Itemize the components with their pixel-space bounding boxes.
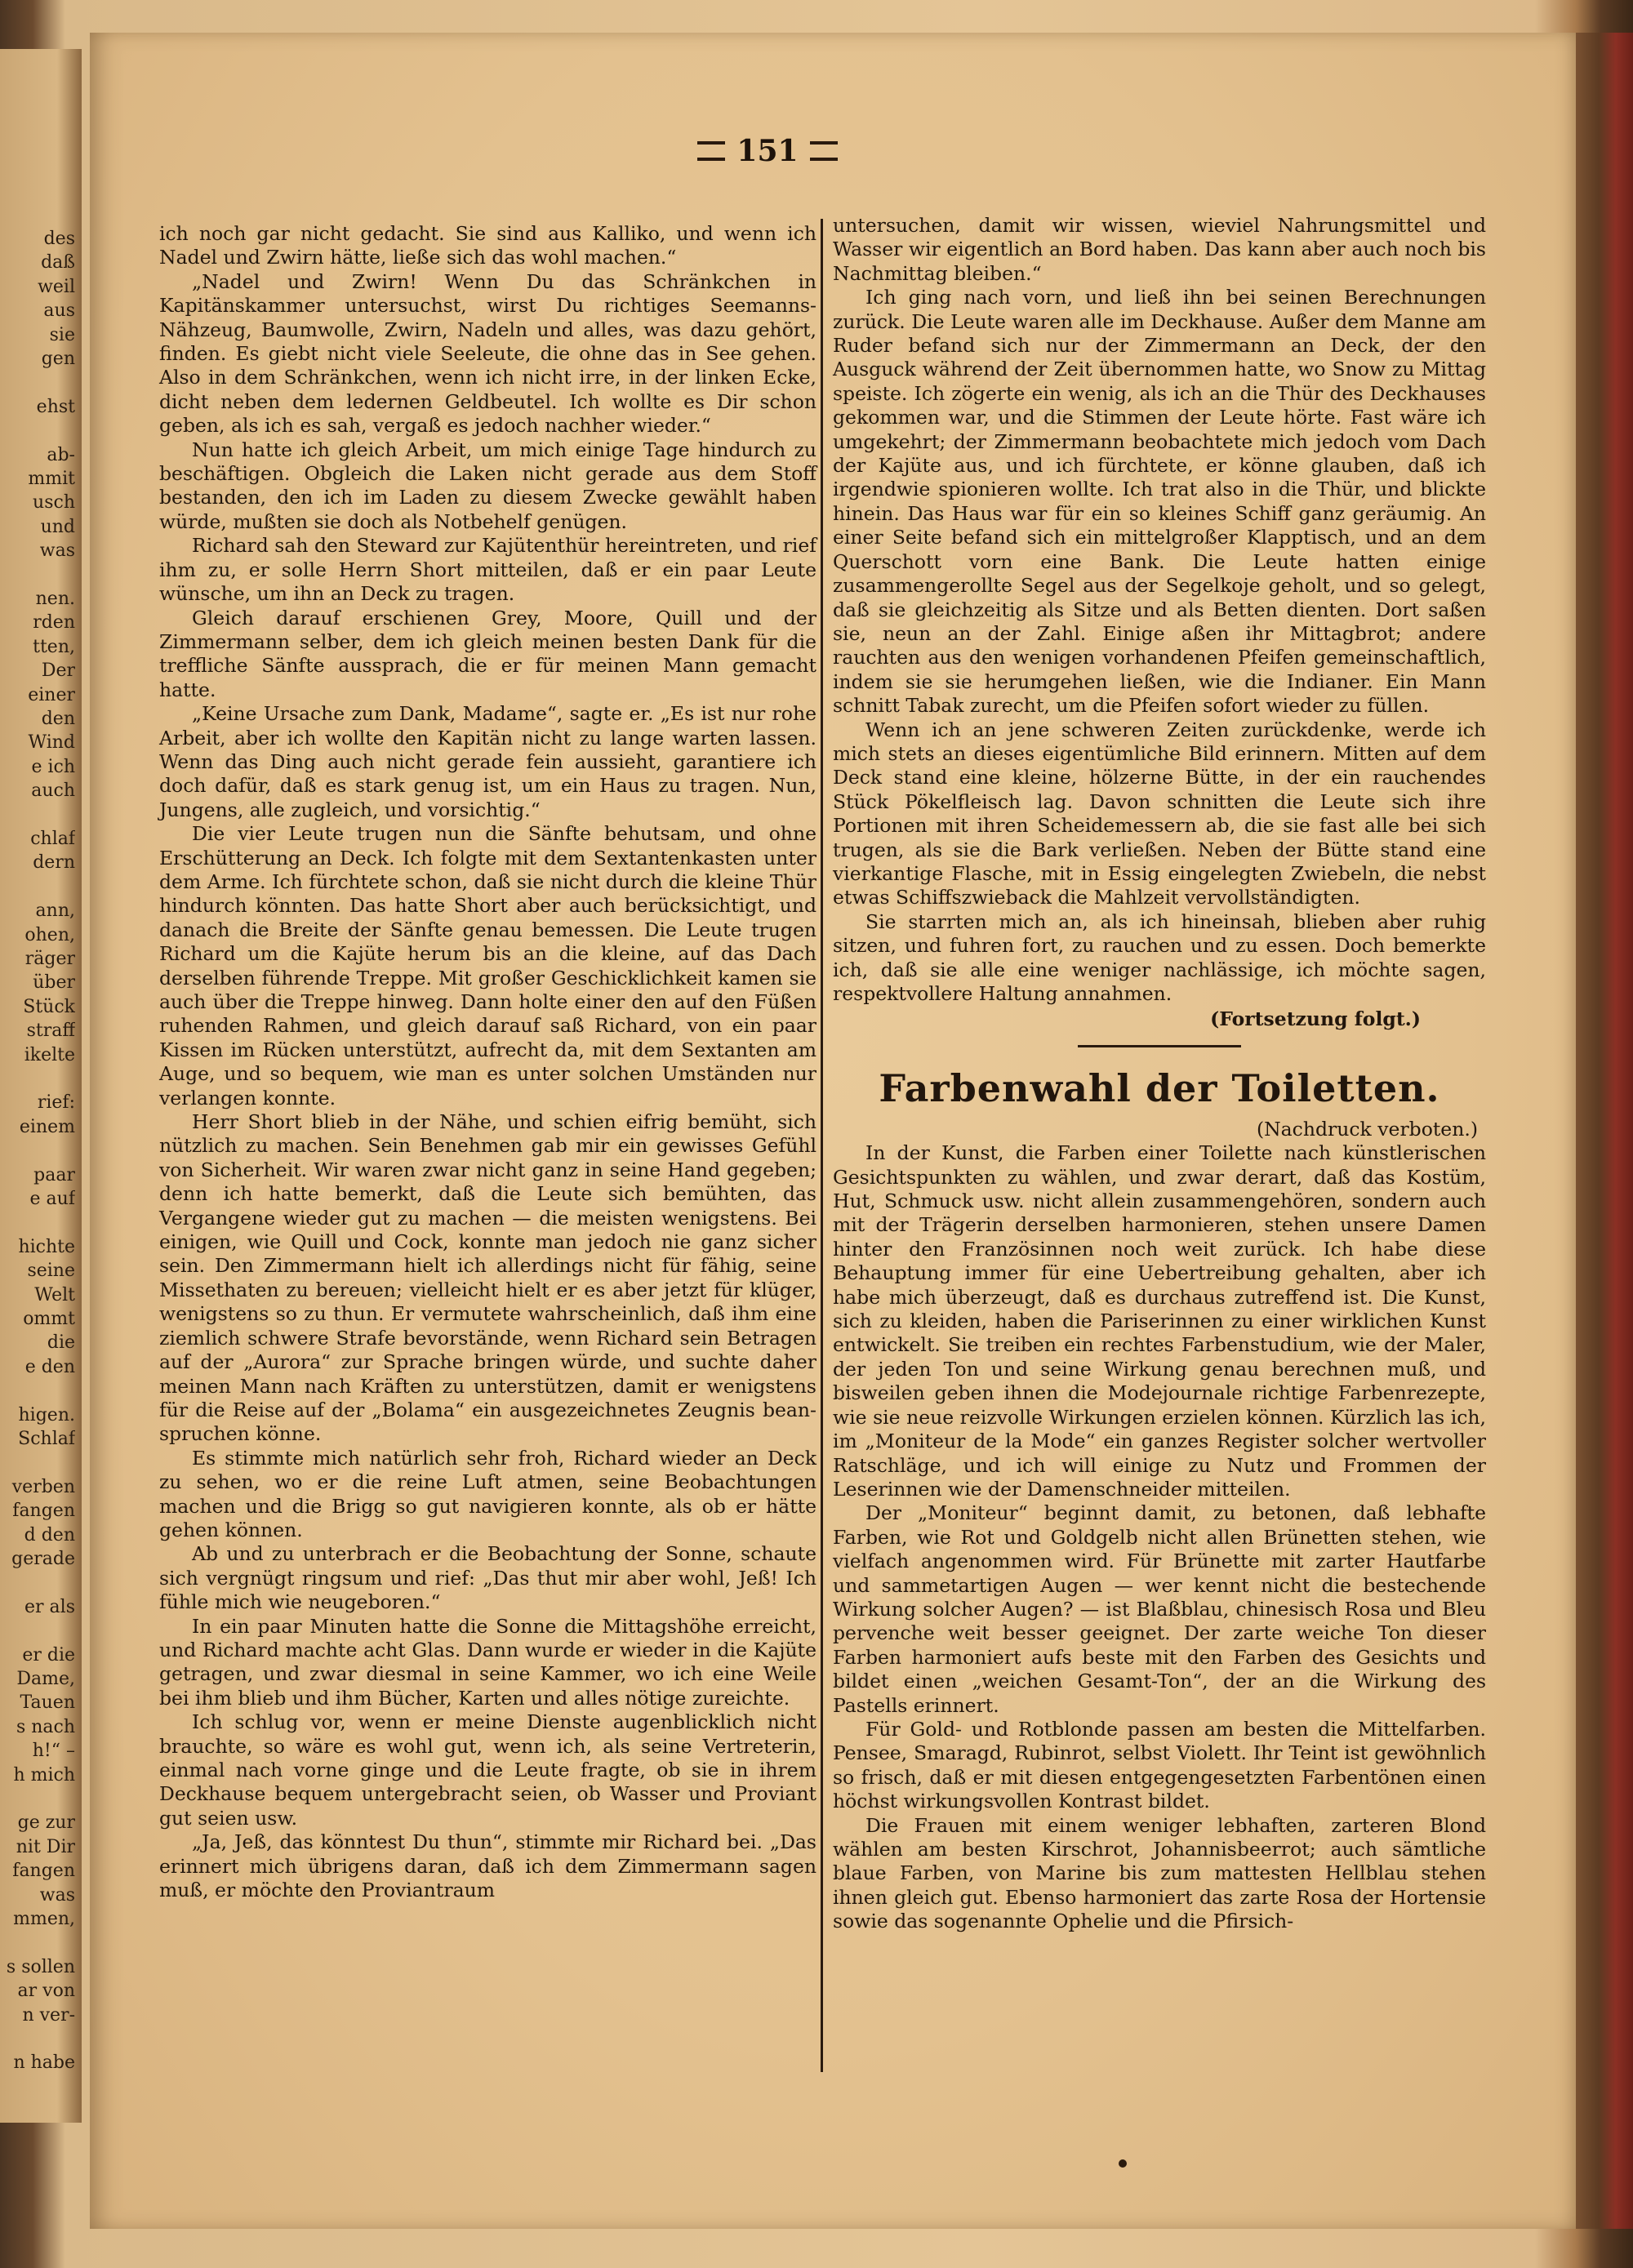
left-page-fragment: h!“ – xyxy=(32,1741,75,1762)
ornament-right-icon xyxy=(810,141,838,161)
left-page-fragment: ikelte xyxy=(24,1044,75,1065)
left-page-fragment: ab- xyxy=(47,444,75,465)
left-page-fragment: Wind xyxy=(28,732,75,754)
paragraph: Für Gold- und Rotblonde passen am besten die Mittelfarben. Pensee, Smaragd, Rubinrot, selbst Violett. Ihr Teint ist gewöhnlich so frisch, daß er mit diesen entgegengesetzten Farbentönen einen höchst wirkungsvollen Kontrast bildet. xyxy=(833,1717,1486,1813)
left-page-fragment: daß xyxy=(41,252,75,273)
left-page-fragment: h mich xyxy=(13,1764,75,1785)
left-page-fragment: rief: xyxy=(37,1092,75,1114)
left-page-fragment: über xyxy=(33,972,75,994)
paragraph: Sie starrten mich an, als ich hineinsah, blieben aber ruhig sitzen, und fuhren fort, zu rauchen und zu essen. Doch bemerkte ich, daß sie alle eine weniger nachlässige, ich möchte sagen, respektvollere Haltung annahmen. xyxy=(833,909,1486,1005)
left-page-fragment: e auf xyxy=(29,1189,75,1209)
paragraph: Nun hatte ich gleich Arbeit, um mich einige Tage hindurch zu beschäftigen. Obgleich die Laken nicht gerade aus dem Stoff bestanden, den ich im Laden zu diesem Zwecke gewählt haben würde, mußten sie doch als Notbehelf genügen. xyxy=(159,438,816,533)
page-number-header xyxy=(645,131,890,171)
paragraph: Ab und zu unterbrach er die Beobachtung der Sonne, schaute sich vergnügt ringsum und rief: „Das thut mir aber wohl, Jeß! Ich fühle mich wie neugeboren.“ xyxy=(159,1542,816,1614)
left-page-fragment: Schlaf xyxy=(18,1429,75,1449)
left-page-fragment: weil xyxy=(38,276,75,297)
left-page-fragment: higen. xyxy=(18,1404,75,1425)
left-page-fragment: einem xyxy=(19,1116,75,1137)
left-page-fragment: gerade xyxy=(11,1549,75,1569)
left-page-fragment: nen. xyxy=(35,589,75,609)
left-page-fragment: tten, xyxy=(33,636,75,657)
continuation-note: (Fortsetzung folgt.) xyxy=(1210,1007,1421,1031)
story-continuation xyxy=(833,214,1486,1006)
article-body xyxy=(833,1141,1486,1933)
left-page-fragment: er als xyxy=(24,1596,75,1617)
left-page-fragment: s nach xyxy=(16,1716,75,1737)
paragraph: Gleich darauf erschienen Grey, Moore, Quill und der Zimmermann selber, dem ich gleich meinen besten Dank für die treffliche Sänfte aussprach, die er für meinen Mann gemacht hatte. xyxy=(159,606,816,701)
left-page-fragment: verben xyxy=(11,1476,75,1497)
paragraph: „Nadel und Zwirn! Wenn Du das Schränkchen in Kapitänskammer untersuchst, wirst Du richtiges Seemanns-Nähzeug, Baumwolle, Zwirn, Nadeln und alles, was dazu gehört, finden. Es giebt nicht viele Seeleute, die ohne das in See gehen. Also in dem Schränkchen, wenn ich nicht irre, in der linken Ecke, dicht neben dem ledernen Geldbeutel. Ich wollte es Dir schon geben, als ich es sah, vergaß es jedoch nachher wieder.“ xyxy=(159,269,816,438)
paragraph: In ein paar Minuten hatte die Sonne die Mittagshöhe erreicht, und Richard machte acht Glas. Dann wurde er wieder in die Kajüte getragen, und zwar diesmal in seine Kammer, wo ich eine Weile bei ihm blieb und ihm Bücher, Karten und alles nötige zureichte. xyxy=(159,1614,816,1710)
page-number: 151 xyxy=(736,134,799,168)
left-page-fragment: ohen, xyxy=(24,924,75,945)
left-page-fragment: und xyxy=(40,516,75,537)
left-page-fragment: gen xyxy=(41,349,75,369)
left-page-fragment: seine xyxy=(27,1261,75,1282)
left-page-fragment: Stück xyxy=(23,996,75,1017)
column-left xyxy=(159,222,816,1902)
left-page-fragment: s sollen xyxy=(6,1956,75,1977)
left-page-fragment: mmen, xyxy=(13,1909,75,1929)
left-page-fragment: sie xyxy=(49,324,75,345)
left-page-fragment: Tauen xyxy=(20,1692,75,1714)
left-page-fragment: paar xyxy=(33,1164,75,1185)
paragraph: Herr Short blieb in der Nähe, und schien eifrig bemüht, sich nützlich zu machen. Sein Benehmen gab mir ein gewisses Gefühl von Sicherheit. Wir waren zwar nicht ganz in seine Hand gegeben; denn ich hatte bemerkt, daß die Leute sich bemühten, das Vergangene wieder gut zu machen — die meisten wenigstens. Bei einigen, wie Quill und Cock, konnte man jedoch nie ganz sicher sein. Den Zimmermann hielt ich allerdings nicht für fähig, seine Missethaten zu bereuen; vielleicht hielt er es aber jetzt für klüger, wenigstens so zu thun. Er vermutete wahrscheinlich, daß ihm eine ziemlich schwere Strafe bevorstände, wenn Richard sein Betragen auf der „Aurora“ zur Sprache bringen würde, und suchte daher meinen Mann nach Kräften zu unterstützen, damit er wenigstens für die Reise auf der „Bolama“ ein ausgezeichnetes Zeugnis bean-spruchen könne. xyxy=(159,1110,816,1446)
left-page-fragment: die xyxy=(47,1332,75,1354)
left-page-fragment: fangen xyxy=(12,1861,75,1882)
paragraph: untersuchen, damit wir wissen, wieviel Nahrungsmittel und Wasser wir eigentlich an Bord haben. Das kann aber auch noch bis Nachmittag bleiben.“ xyxy=(833,214,1486,285)
left-page-fragment: fangen xyxy=(12,1501,75,1522)
left-page-fragment: mmit xyxy=(28,469,75,489)
left-page-fragment: n ver- xyxy=(22,2004,75,2026)
left-page-fragment: einer xyxy=(28,684,75,705)
paragraph: „Ja, Jeß, das könntest Du thun“, stimmte mir Richard bei. „Das erinnert mich übrigens daran, daß ich dem Zimmermann sagen muß, er möchte den Proviantraum xyxy=(159,1830,816,1902)
left-page-fragment: ann, xyxy=(35,901,75,922)
article-title: Farbenwahl der Toiletten. xyxy=(879,1065,1440,1110)
left-page-fragment: ar von xyxy=(17,1981,75,2002)
paragraph: Wenn ich an jene schweren Zeiten zurückdenke, werde ich mich stets an dieses eigentümliche Bild erinnern. Mitten auf dem Deck stand eine kleine, hölzerne Bütte, in der ein rauchendes Stück Pökelfleisch lag. Davon schnitten die Leute sich ihre Portionen mit ihren Scheidemessern ab, die sie fast alle bei sich trugen, als sie die Bark verließen. Neben der Bütte stand eine vierkantige Flasche, mit in Essig eingelegten Zwiebeln, die nebst etwas Schiffszwieback die Mahlzeit vervollständigten. xyxy=(833,718,1486,909)
column-divider xyxy=(821,219,823,2072)
left-page-fragment: auch xyxy=(31,780,75,802)
left-page-fragment: des xyxy=(43,229,75,249)
left-page-fragment: aus xyxy=(43,300,75,322)
left-page-fragment: was xyxy=(39,1884,75,1906)
paragraph: Die vier Leute trugen nun die Sänfte behutsam, und ohne Erschütterung an Deck. Ich folgte mit dem Sextantenkasten unter dem Arme. Ich fürchtete schon, daß sie nicht durch die kleine Thür hindurch könnten. Das hatte Short aber auch berücksichtigt, und danach die Breite der Sänfte genau bemessen. Die Leute trugen Richard um die Kajüte herum bis an die kleine, auf das Dach derselben führende Treppe. Mit großer Geschicklichkeit kamen sie auch über die Treppe hinweg. Dann holte einer den auf den Füßen ruhenden Rahmen, und gleich darauf saß Richard, von ein paar Kissen im Rücken unterstützt, aufrecht da, mit dem Sextanten am Auge, und so bequem, wie man es unter solchen Umständen nur verlangen konnte. xyxy=(159,822,816,1110)
left-page-fragment: was xyxy=(39,540,75,562)
left-page-fragment: räger xyxy=(24,949,75,969)
left-page-fragment: dern xyxy=(33,852,75,874)
paragraph: ich noch gar nicht gedacht. Sie sind aus Kalliko, und wenn ich Nadel und Zwirn hätte, ließe sich das wohl machen.“ xyxy=(159,222,816,269)
left-page-fragment: e den xyxy=(24,1356,75,1377)
left-page-fragment: nit Dir xyxy=(16,1836,75,1857)
left-page-fragment: Welt xyxy=(34,1284,75,1305)
left-page-fragment: Der xyxy=(41,660,75,682)
column-right xyxy=(833,214,1486,1934)
left-page-fragment: Dame, xyxy=(16,1669,75,1689)
left-page-fragment: er die xyxy=(22,1644,75,1665)
paragraph: Richard sah den Steward zur Kajütenthür hereintreten, und rief ihm zu, er solle Herrn Short mitteilen, daß er ein paar Leute wünsche, um ihn an Deck zu tragen. xyxy=(159,534,816,606)
paragraph: „Keine Ursache zum Dank, Madame“, sagte er. „Es ist nur rohe Arbeit, aber ich wollte den Kapitän nicht zu lange warten lassen. Wenn das Ding auch nicht gerade fein aussieht, garantiere ich doch dafür, daß es stark genug ist, um ein Haus zu tragen. Nun, Jungens, alle zugleich, und vorsichtig.“ xyxy=(159,702,816,821)
left-page-fragment: usch xyxy=(33,492,75,514)
left-page-fragment: e ich xyxy=(31,756,75,777)
reprint-notice: (Nachdruck verboten.) xyxy=(1256,1117,1478,1141)
ornament-left-icon xyxy=(697,141,725,161)
left-page-fragment: hichte xyxy=(18,1236,75,1257)
left-page-fragment: d den xyxy=(24,1524,75,1545)
right-book-edge xyxy=(1576,33,1633,2229)
left-page-fragment: ommt xyxy=(23,1309,75,1329)
paragraph: Ich ging nach vorn, und ließ ihn bei seinen Berechnungen zurück. Die Leute waren alle im Deckhause. Außer dem Manne am Ruder befand sich nur der Zimmermann an Deck, der den Ausguck während der Zeit übernommen hatte, wo Snow zu Mittag speiste. Ich zögerte ein wenig, als ich an die Thür des Deckhauses gekommen war, und die Stimmen der Leute hörte. Fast wäre ich umgekehrt; der Zimmermann beobachtete mich jedoch vom Dach der Kajüte aus, und ich fürchtete, er könne glauben, daß ich irgendwie spionieren wollte. Ich trat also in die Thür, und blickte hinein. Das Haus war für ein so kleines Schiff ganz geräumig. An einer Seite befand sich ein mittelgroßer Klapptisch, und an dem Querschott vorn eine Bank. Die Leute hatten einige zusammengerollte Segel aus der Segelkoje geholt, und so gelegt, daß sie gleichzeitig als Sitze und als Betten dienten. Dort saßen sie, neun an der Zahl. Einige aßen ihr Mittagbrot; andere rauchten aus den wenigen vorhandenen Pfeifen gemeinschaftlich, indem sie sie herumgehen ließen, wie die Indianer. Ein Mann schnitt Tabak zurecht, um die Pfeifen sofort wieder zu füllen. xyxy=(833,286,1486,718)
left-page-fragment: rden xyxy=(33,612,75,634)
left-page-fragment: chlaf xyxy=(30,829,75,849)
paragraph: Ich schlug vor, wenn er meine Dienste augenblicklich nicht brauchte, so wäre es wohl gut, wenn ich, als seine Vertreterin, einmal nach vorne ginge und die Leute fragte, ob sie in ihrem Deckhause bequem untergebracht seien, ob Wasser und Proviant gut seien usw. xyxy=(159,1710,816,1830)
print-dot xyxy=(1119,2159,1127,2168)
left-page-fragment: ge zur xyxy=(17,1812,75,1834)
left-page-edge xyxy=(0,49,82,2123)
paragraph: Die Frauen mit einem weniger lebhaften, zarteren Blond wählen am besten Kirschrot, Johannisbeerrot; auch sämtliche blaue Farben, von Marine bis zum mattesten Hellblau stehen ihnen gleich gut. Ebenso harmoniert das zarte Rosa der Hortensie sowie das sogenannte Ophelie und die Pfirsich- xyxy=(833,1813,1486,1933)
paragraph: Der „Moniteur“ beginnt damit, zu betonen, daß lebhafte Farben, wie Rot und Goldgelb nicht allen Brünetten stehen, wie vielfach angenommen wird. Für Brünette mit zarter Hautfarbe und sammetartigen Augen — wer kennt nicht die bestechende Wirkung solcher Augen? — ist Blaßblau, chinesisch Rosa und Bleu pervenche weit besser geeignet. Der zarte weiche Ton dieser Farben harmoniert aufs beste mit den Farben des Gesichts und bildet einen „weichen Gesamt-Ton“, der an die Wirkung des Pastells erinnert. xyxy=(833,1501,1486,1717)
paragraph: Es stimmte mich natürlich sehr froh, Richard wieder an Deck zu sehen, wo er die reine Luft atmen, seine Beobachtungen machen und die Brigg so gut navigieren konnte, als ob er hätte gehen können. xyxy=(159,1446,816,1541)
left-page-fragment: den xyxy=(41,709,75,729)
left-page-fragment: straff xyxy=(26,1021,75,1042)
left-page-fragment: ehst xyxy=(36,396,75,417)
left-page-fragment: n habe xyxy=(13,2052,75,2074)
section-rule xyxy=(1078,1045,1241,1047)
paragraph: In der Kunst, die Farben einer Toilette nach künstlerischen Gesichtspunkten zu wählen, und zwar derart, daß das Kostüm, Hut, Schmuck usw. nicht allein zusammengehören, sondern auch mit der Trägerin derselben harmonieren, stehen unsere Damen hinter den Französinnen noch weit zurück. Ich habe diese Behauptung immer für eine Uebertreibung gehalten, aber ich habe mich überzeugt, daß es durchaus zutreffend ist. Die Kunst, sich zu kleiden, haben die Pariserinnen zu einer wirklichen Kunst entwickelt. Sie treiben ein rechtes Farbenstudium, wie der Maler, der jeden Ton und seine Wirkung genau berechnen muß, und bisweilen geben ihnen die Modejournale richtige Farbenrezepte, wie sie neue reizvolle Wirkungen erzielen können. Kürzlich las ich, im „Moniteur de la Mode“ ein ganzes Register solcher wertvoller Ratschläge, und ich will einige zu Nutz und Frommen der Leserinnen wie der Damenschneider mitteilen. xyxy=(833,1141,1486,1501)
